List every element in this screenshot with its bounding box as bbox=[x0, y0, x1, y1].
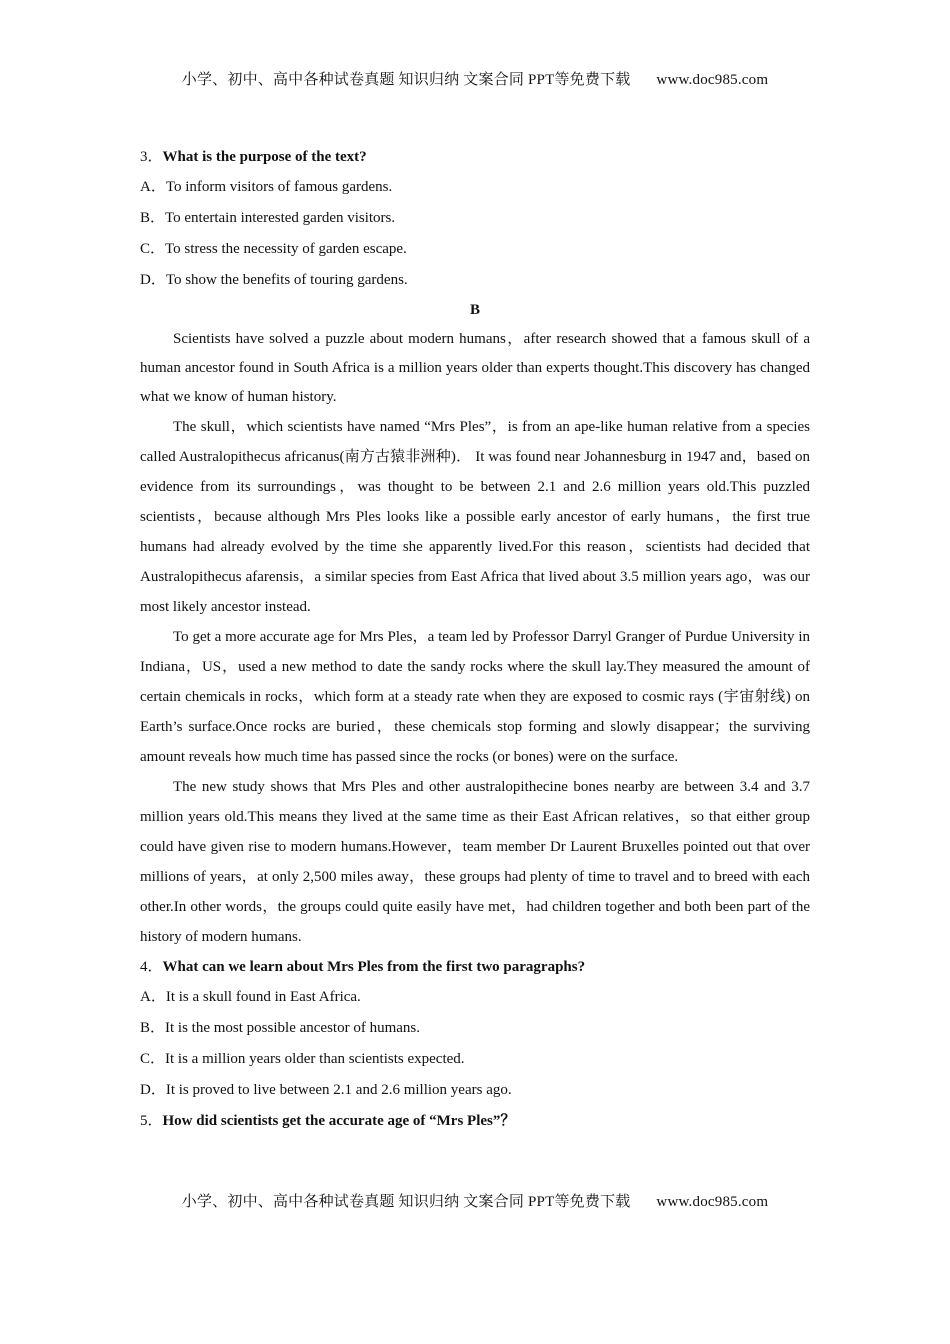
option-label: D． bbox=[140, 1082, 166, 1098]
option-label: A． bbox=[140, 179, 166, 195]
passage-paragraph-3: To get a more accurate age for Mrs Ples，a team led by Professor Darryl Granger of Purdue University in Indiana，US，used a new method to date the sandy rocks where the skull lay.They measured the amount of certain chemicals in rocks，which form at a steady rate when they are exposed to cosmic rays (宇宙射线) on Earth’s surface.Once rocks are buried，these chemicals stop forming and slowly disappear；the surviving amount reveals how much time has passed since the rocks (or bones) were on the surface. bbox=[140, 629, 810, 765]
question-5 bbox=[140, 1106, 810, 1136]
passage-paragraph-1: Scientists have solved a puzzle about modern humans，after research showed that a famous skull of a human ancestor found in South Africa is a million years older than experts thought.This discovery has changed what we know of human history. bbox=[140, 331, 810, 405]
page-footer bbox=[0, 1190, 950, 1211]
question-number: 3． bbox=[140, 149, 163, 165]
option-label: B． bbox=[140, 210, 166, 226]
page-header bbox=[0, 68, 950, 89]
option-text: It is proved to live between 2.1 and 2.6 million years ago. bbox=[165, 1082, 512, 1098]
option-text: To show the benefits of touring gardens. bbox=[165, 272, 408, 288]
option-text: It is a skull found in East Africa. bbox=[165, 989, 361, 1005]
option-d bbox=[140, 265, 810, 296]
header-text: 小学、初中、高中各种试卷真题 知识归纳 文案合同 PPT等免费下载 bbox=[181, 72, 631, 88]
option-text: It is the most possible ancestor of humans. bbox=[165, 1020, 420, 1036]
option-label: C． bbox=[140, 1051, 166, 1067]
page-content bbox=[140, 142, 810, 1136]
option-a bbox=[140, 982, 810, 1013]
footer-text: 小学、初中、高中各种试卷真题 知识归纳 文案合同 PPT等免费下载 bbox=[181, 1194, 631, 1210]
passage-paragraph-2: The skull，which scientists have named “Mrs Ples”，is from an ape-like human relative from a species called Australopithecus africanus(南方古猿非洲种)． It was found near Johannesburg in 1947 and，based on evidence from its surroundings，was thought to be between 2.1 and 2.6 million years old.This puzzled scientists，because although Mrs Ples looks like a possible early ancestor of early humans，the first true humans had already evolved by the time she apparently lived.For this reason，scientists had decided that Australopithecus afarensis，a similar species from East Africa that lived about 3.5 million years ago，was our most likely ancestor instead. bbox=[140, 419, 810, 615]
option-a bbox=[140, 172, 810, 203]
question-text: How did scientists get the accurate age of “Mrs Ples”？ bbox=[162, 1113, 516, 1129]
question-3 bbox=[140, 142, 810, 172]
option-c bbox=[140, 1044, 810, 1075]
option-c bbox=[140, 234, 810, 265]
footer-site: www.doc985.com bbox=[656, 1194, 769, 1210]
passage-paragraph-4: The new study shows that Mrs Ples and other australopithecine bones nearby are between 3.4 and 3.7 million years old.This means they lived at the same time as their East African relatives，so that either group could have given rise to modern humans.However，team member Dr Laurent Bruxelles pointed out that over millions of years，at only 2,500 miles away，these groups had plenty of time to travel and to breed with each other.In other words，the groups could quite easily have met，had children together and both been part of the history of modern humans. bbox=[140, 779, 810, 945]
option-text: To stress the necessity of garden escape. bbox=[165, 241, 407, 257]
question-text: What can we learn about Mrs Ples from the first two paragraphs? bbox=[162, 959, 586, 975]
section-heading: B bbox=[469, 302, 480, 318]
question-number: 5． bbox=[140, 1113, 163, 1129]
question-4 bbox=[140, 952, 810, 982]
option-b bbox=[140, 1013, 810, 1044]
option-label: A． bbox=[140, 989, 166, 1005]
option-label: D． bbox=[140, 272, 166, 288]
option-d bbox=[140, 1075, 810, 1106]
option-label: B． bbox=[140, 1020, 166, 1036]
option-text: To entertain interested garden visitors. bbox=[165, 210, 396, 226]
question-text: What is the purpose of the text? bbox=[162, 149, 367, 165]
option-b bbox=[140, 203, 810, 234]
option-text: It is a million years older than scientists expected. bbox=[165, 1051, 465, 1067]
question-number: 4． bbox=[140, 959, 163, 975]
header-site: www.doc985.com bbox=[656, 72, 769, 88]
option-text: To inform visitors of famous gardens. bbox=[165, 179, 393, 195]
option-label: C． bbox=[140, 241, 166, 257]
